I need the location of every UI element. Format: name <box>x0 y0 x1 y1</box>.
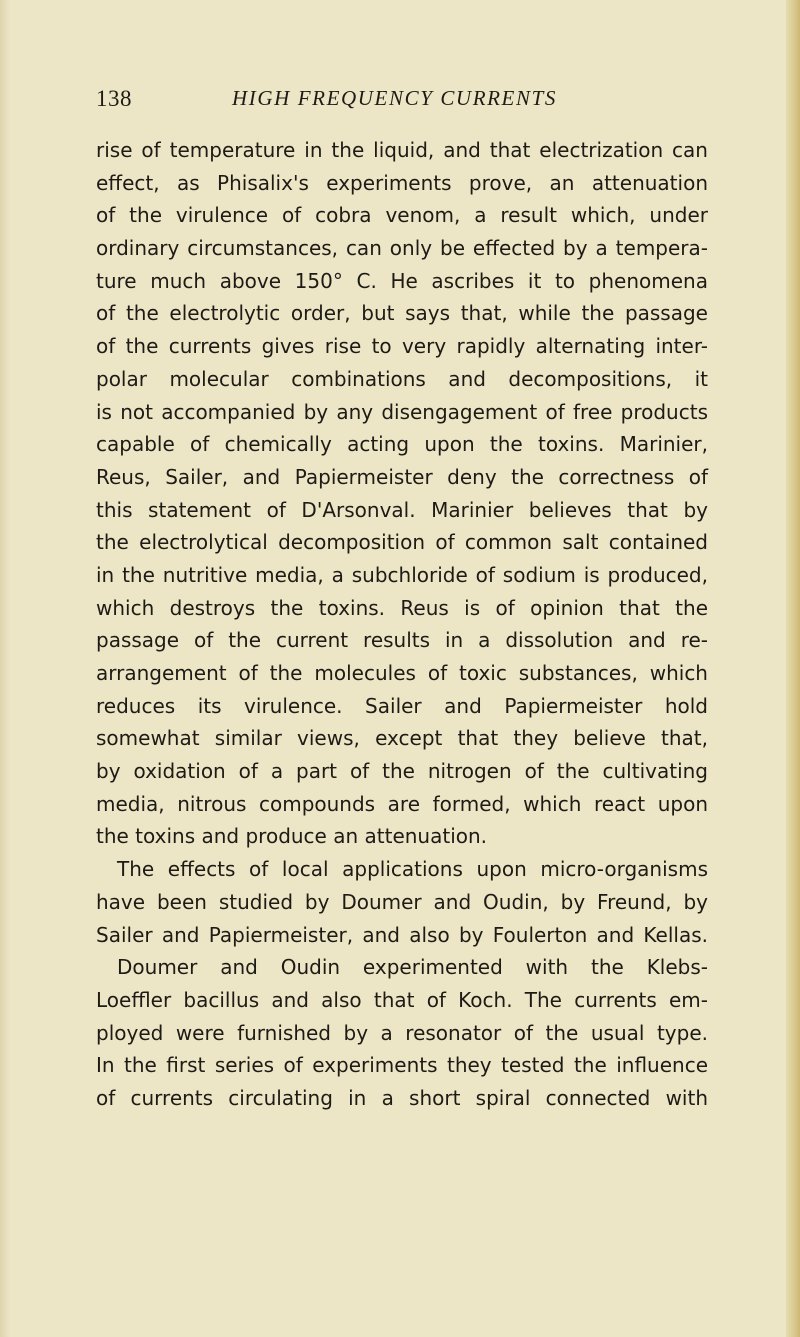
text-line: Reus, Sailer, and Papiermeister deny the correctness of <box>96 464 708 489</box>
text-line: the electrolytical decomposition of common salt contained <box>96 530 708 555</box>
body-text <box>96 134 708 1115</box>
text-line: ployed were furnished by a resonator of the usual type. <box>96 1020 708 1045</box>
text-line: somewhat similar views, except that they believe that, <box>96 726 708 751</box>
running-title: HIGH FREQUENCY CURRENTS <box>232 86 557 110</box>
paragraph <box>96 134 708 853</box>
text-line: ordinary circumstances, can only be effected by a tempera- <box>96 236 708 261</box>
text-line: ture much above 150° C. He ascribes it to phenomena <box>96 268 708 293</box>
text-line: of the electrolytic order, but says that, while the passage <box>96 301 708 326</box>
page-number: 138 <box>96 86 132 111</box>
text-line: effect, as Phisalix's experiments prove, an attenuation <box>96 170 708 195</box>
text-line: media, nitrous compounds are formed, which react upon <box>96 791 708 816</box>
text-line: Loeffler bacillus and also that of Koch. The currents em- <box>96 987 708 1012</box>
text-line: have been studied by Doumer and Oudin, by Freund, by <box>96 889 708 914</box>
text-line: of currents circulating in a short spiral connected with <box>96 1085 708 1110</box>
gutter-shadow <box>0 0 10 1337</box>
text-line: passage of the current results in a dissolution and re- <box>96 628 708 653</box>
text-line: this statement of D'Arsonval. Marinier believes that by <box>96 497 708 522</box>
text-line: The effects of local applications upon micro-organisms <box>117 857 708 882</box>
paragraph <box>96 951 708 1114</box>
paragraph <box>96 853 708 951</box>
page-edge <box>786 0 800 1337</box>
text-line: by oxidation of a part of the nitrogen of the cultivating <box>96 759 708 784</box>
text-line: capable of chemically acting upon the toxins. Marinier, <box>96 432 708 457</box>
text-line: of the currents gives rise to very rapidly alternating inter- <box>96 334 708 359</box>
text-line: which destroys the toxins. Reus is of opinion that the <box>96 595 708 620</box>
text-line: in the nutritive media, a subchloride of sodium is produced, <box>96 562 708 587</box>
text-line: is not accompanied by any disengagement of free products <box>96 399 708 424</box>
text-line: reduces its virulence. Sailer and Papiermeister hold <box>96 693 708 718</box>
text-line: of the virulence of cobra venom, a result which, under <box>96 203 708 228</box>
text-line: rise of temperature in the liquid, and that electrization can <box>96 138 708 162</box>
text-line: Sailer and Papiermeister, and also by Foulerton and Kellas. <box>96 922 708 947</box>
text-line: polar molecular combinations and decompositions, it <box>96 366 708 391</box>
text-line: the toxins and produce an attenuation. <box>96 824 488 849</box>
text-line: Doumer and Oudin experimented with the Klebs- <box>117 955 708 980</box>
text-line: In the first series of experiments they tested the influence <box>96 1053 708 1078</box>
page-header <box>96 86 708 116</box>
text-line: arrangement of the molecules of toxic substances, which <box>96 661 708 685</box>
